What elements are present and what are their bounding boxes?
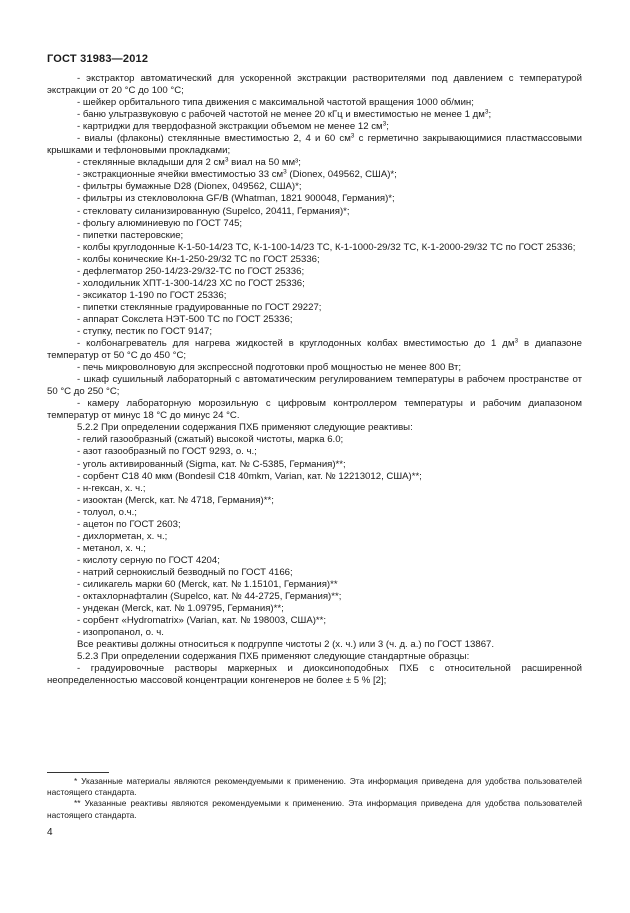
paragraph xyxy=(47,314,582,326)
paragraph-text: - дихлорметан, х. ч.; xyxy=(77,530,168,542)
paragraph-text-tail: ; xyxy=(386,121,389,133)
paragraph-text: - гелий газообразный (сжатый) высокой чистоты, марка 6.0; xyxy=(77,434,344,446)
paragraph-text: - пипетки пастеровские; xyxy=(77,229,184,241)
paragraph xyxy=(47,290,582,302)
paragraph-text: - изооктан (Merck, кат. № 4718, Германия)**; xyxy=(77,494,274,506)
paragraph-text: - дефлегматор 250-14/23-29/32-ТС по ГОСТ 25336; xyxy=(77,265,305,277)
paragraph-text: - толуол, о.ч.; xyxy=(77,506,137,518)
paragraph xyxy=(47,157,582,169)
paragraph-text: - градуировочные растворы маркерных и диоксиноподобных ПХБ с относительной расширенной неопределенностью массовой концентрации конгенеров не более ± 5 % [2]; xyxy=(47,663,582,687)
paragraph xyxy=(47,242,582,254)
paragraph-text: - картриджи для твердофазной экстракции объемом не менее 12 см xyxy=(77,121,383,133)
paragraph xyxy=(47,362,582,374)
superscript: 3 xyxy=(224,156,229,164)
paragraph xyxy=(47,519,582,531)
paragraph-text: - ацетон по ГОСТ 2603; xyxy=(77,518,181,530)
paragraph xyxy=(47,133,582,157)
paragraph-text: - камеру лабораторную морозильную с цифровым контроллером температуры и рабочим диапазоном температур от минус 18 °С до минус 24 °С. xyxy=(47,398,582,422)
paragraph xyxy=(47,326,582,338)
superscript: 3 xyxy=(283,168,287,176)
paragraph xyxy=(47,446,582,458)
paragraph-text: - силикагель марки 60 (Merck, кат. № 1.15101, Германия)** xyxy=(77,578,338,590)
paragraph-text: - шейкер орбитального типа движения с максимальной частотой вращения 1000 об/мин; xyxy=(77,97,474,109)
paragraph-text: - сорбент «Hydromatrix» (Varian, кат. № 198003, США)**; xyxy=(77,615,327,627)
paragraph xyxy=(47,507,582,519)
footnote-separator xyxy=(47,772,109,773)
paragraph xyxy=(47,206,582,218)
paragraph xyxy=(47,97,582,109)
superscript: 3 xyxy=(484,108,489,116)
paragraph-text: - экстракционные ячейки вместимостью 33 см xyxy=(77,169,284,181)
paragraph xyxy=(47,531,582,543)
paragraph xyxy=(47,434,582,446)
paragraph xyxy=(47,398,582,422)
paragraph-text: 5.2.3 При определении содержания ПХБ применяют следующие стандартные образцы: xyxy=(77,651,470,663)
paragraph-text: Все реактивы должны относиться к подгруппе чистоты 2 (х. ч.) или 3 (ч. д. а.) по ГОСТ 13867. xyxy=(77,639,495,651)
paragraph xyxy=(47,254,582,266)
paragraph-text: - аппарат Сокслета НЭТ-500 ТС по ГОСТ 25336; xyxy=(77,313,293,325)
paragraph xyxy=(47,181,582,193)
paragraph xyxy=(47,579,582,591)
paragraph-text: - холодильник ХПТ-1-300-14/23 ХС по ГОСТ 25336; xyxy=(77,277,305,289)
paragraph xyxy=(47,615,582,627)
paragraph-text: - метанол, х. ч.; xyxy=(77,542,146,554)
paragraph-text: - ступку, пестик по ГОСТ 9147; xyxy=(77,325,213,337)
footnote: ** Указанные реактивы являются рекомендуемыми к применению. Эта информация приведена для удобства пользователей настоящего стандарта. xyxy=(47,798,582,820)
paragraph-text: - печь микроволновую для экспрессной подготовки проб мощностью не менее 800 Вт; xyxy=(77,362,462,374)
superscript: 3 xyxy=(514,337,519,345)
paragraph-text: - натрий сернокислый безводный по ГОСТ 4166; xyxy=(77,566,293,578)
paragraph-text: 5.2.2 При определении содержания ПХБ применяют следующие реактивы: xyxy=(77,422,413,434)
paragraph xyxy=(47,543,582,555)
superscript: 3 xyxy=(382,120,387,128)
footnote: * Указанные материалы являются рекомендуемыми к применению. Эта информация приведена для удобства пользователей настоящего стандарта. xyxy=(47,776,582,798)
paragraph-text: - баню ультразвуковую с рабочей частотой не менее 20 кГц и вместимостью не менее 1 дм xyxy=(77,109,485,121)
paragraph xyxy=(47,555,582,567)
document-body xyxy=(47,73,582,687)
paragraph xyxy=(47,338,582,362)
superscript: 3 xyxy=(350,132,355,140)
paragraph xyxy=(47,193,582,205)
paragraph xyxy=(47,169,582,181)
paragraph xyxy=(47,121,582,133)
paragraph-text: - фильтры из стекловолокна GF/B (Whatman, 1821 900048, Германия)*; xyxy=(77,193,395,205)
paragraph xyxy=(47,374,582,398)
paragraph-text: - уголь активированный (Sigma, кат. № С-5385, Германия)**; xyxy=(77,458,346,470)
paragraph xyxy=(47,471,582,483)
paragraph-text: - шкаф сушильный лабораторный с автоматическим регулированием температуры в рабочем пространстве от 50 °С до 250 °С; xyxy=(47,374,582,398)
paragraph xyxy=(47,218,582,230)
paragraph-text: - изопропанол, о. ч. xyxy=(77,627,164,639)
paragraph-text: - пипетки стеклянные градуированные по ГОСТ 29227; xyxy=(77,301,322,313)
paragraph xyxy=(47,73,582,97)
paragraph xyxy=(47,422,582,434)
paragraph-text: - колбонагреватель для нагрева жидкостей в круглодонных колбах вместимостью до 1 дм xyxy=(77,338,515,350)
paragraph xyxy=(47,567,582,579)
paragraph-text-tail: ; xyxy=(488,109,492,121)
paragraph-text: - колбы круглодонные К-1-50-14/23 ТС, К-1-100-14/23 ТС, К-1-1000-29/32 ТС, К-1-2000-29/32 ТС по ГОСТ 25336; xyxy=(77,241,576,253)
paragraph-text: - октахлорнафталин (Supelco, кат. № 44-2725, Германия)**; xyxy=(77,591,342,603)
page-number: 4 xyxy=(47,827,53,838)
paragraph-text: - кислоту серную по ГОСТ 4204; xyxy=(77,554,220,566)
paragraph-text: - стекловату силанизированную (Supelco, 20411, Германия)*; xyxy=(77,205,350,217)
paragraph-text: - виалы (флаконы) стеклянные вместимостью 2, 4 и 60 см xyxy=(77,133,351,145)
paragraph xyxy=(47,627,582,639)
paragraph-text: - стеклянные вкладыши для 2 см xyxy=(77,157,225,169)
paragraph xyxy=(47,266,582,278)
footnotes xyxy=(47,776,582,821)
paragraph xyxy=(47,495,582,507)
paragraph xyxy=(47,591,582,603)
paragraph xyxy=(47,483,582,495)
paragraph-text: - ундекан (Merck, кат. № 1.09795, Германия)**; xyxy=(77,603,284,615)
paragraph xyxy=(47,459,582,471)
paragraph xyxy=(47,109,582,121)
paragraph-text-tail: в диапазоне температур от 50 °С до 450 °С; xyxy=(47,338,582,362)
paragraph-text: - эксикатор 1-190 по ГОСТ 25336; xyxy=(77,289,227,301)
paragraph xyxy=(47,302,582,314)
paragraph xyxy=(47,651,582,663)
paragraph xyxy=(47,230,582,242)
paragraph-text-tail: с герметично закрывающимися пластмассовыми крышками и тефлоновыми прокладками; xyxy=(47,133,582,157)
paragraph-text-tail: виал на 50 мм³; xyxy=(228,157,301,169)
paragraph xyxy=(47,278,582,290)
paragraph xyxy=(47,639,582,651)
paragraph-text: - колбы конические Кн-1-250-29/32 ТС по ГОСТ 25336; xyxy=(77,253,320,265)
paragraph-text: - сорбент С18 40 мкм (Bondesil С18 40mkm, Varian, кат. № 12213012, США)**; xyxy=(77,470,422,482)
paragraph-text-tail: (Dionex, 049562, США)*; xyxy=(286,169,397,181)
paragraph-text: - фольгу алюминиевую по ГОСТ 745; xyxy=(77,217,243,229)
document-header: ГОСТ 31983—2012 xyxy=(47,53,149,65)
paragraph-text: - н-гексан, х. ч.; xyxy=(77,482,146,494)
paragraph-text: - экстрактор автоматический для ускоренной экстракции растворителями под давлением с температурой экстракции от 20 °С до 100 °С; xyxy=(47,73,582,97)
paragraph xyxy=(47,603,582,615)
paragraph-text: - азот газообразный по ГОСТ 9293, о. ч.; xyxy=(77,446,257,458)
paragraph-text: - фильтры бумажные D28 (Dionex, 049562, США)*; xyxy=(77,181,302,193)
paragraph xyxy=(47,663,582,687)
